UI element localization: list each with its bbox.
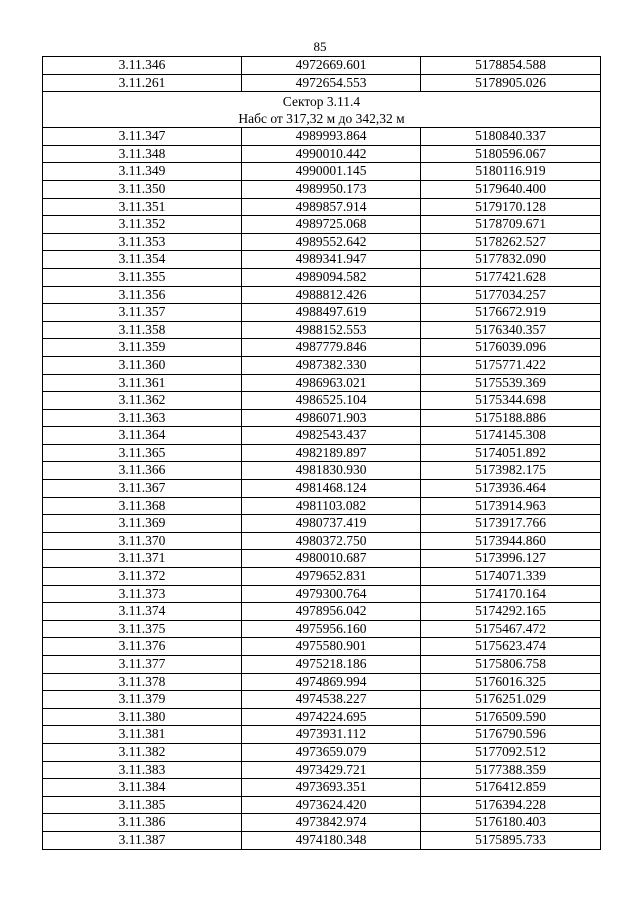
table-row: [43, 286, 601, 304]
point-id-cell: 3.11.367: [43, 480, 242, 498]
x-coordinate-cell: 4989993.864: [242, 128, 421, 146]
x-coordinate-cell: 4974224.695: [242, 708, 421, 726]
x-coordinate-cell: 4989094.582: [242, 268, 421, 286]
point-id-cell: 3.11.372: [43, 568, 242, 586]
table-row: [43, 726, 601, 744]
x-coordinate-cell: 4973693.351: [242, 779, 421, 797]
y-coordinate-cell: 5176394.228: [421, 796, 601, 814]
table-row: [43, 57, 601, 75]
y-coordinate-cell: 5175623.474: [421, 638, 601, 656]
y-coordinate-cell: 5175188.886: [421, 409, 601, 427]
table-row: [43, 673, 601, 691]
x-coordinate-cell: 4979300.764: [242, 585, 421, 603]
y-coordinate-cell: 5176790.596: [421, 726, 601, 744]
y-coordinate-cell: 5174170.164: [421, 585, 601, 603]
y-coordinate-cell: 5177388.359: [421, 761, 601, 779]
coordinates-table: [42, 56, 601, 850]
point-id-cell: 3.11.353: [43, 233, 242, 251]
x-coordinate-cell: 4987779.846: [242, 339, 421, 357]
x-coordinate-cell: 4974180.348: [242, 831, 421, 849]
table-row: [43, 74, 601, 92]
sector-header-row: [43, 92, 601, 128]
x-coordinate-cell: 4988152.553: [242, 321, 421, 339]
table-row: [43, 532, 601, 550]
table-row: [43, 321, 601, 339]
y-coordinate-cell: 5175539.369: [421, 374, 601, 392]
table-row: [43, 356, 601, 374]
table-row: [43, 796, 601, 814]
page-number: 85: [313, 39, 327, 54]
point-id-cell: 3.11.387: [43, 831, 242, 849]
y-coordinate-cell: 5173917.766: [421, 515, 601, 533]
x-coordinate-cell: 4986963.021: [242, 374, 421, 392]
sector-subtitle: Набс от 317,32 м до 342,32 м: [238, 110, 405, 126]
table-row: [43, 374, 601, 392]
point-id-cell: 3.11.381: [43, 726, 242, 744]
point-id-cell: 3.11.386: [43, 814, 242, 832]
point-id-cell: 3.11.362: [43, 392, 242, 410]
point-id-cell: 3.11.357: [43, 304, 242, 322]
x-coordinate-cell: 4988497.619: [242, 304, 421, 322]
y-coordinate-cell: 5176251.029: [421, 691, 601, 709]
x-coordinate-cell: 4981830.930: [242, 462, 421, 480]
table-row: [43, 251, 601, 269]
point-id-cell: 3.11.368: [43, 497, 242, 515]
table-row: [43, 180, 601, 198]
x-coordinate-cell: 4982189.897: [242, 444, 421, 462]
x-coordinate-cell: 4989341.947: [242, 251, 421, 269]
point-id-cell: 3.11.363: [43, 409, 242, 427]
x-coordinate-cell: 4990010.442: [242, 145, 421, 163]
x-coordinate-cell: 4974538.227: [242, 691, 421, 709]
table-row: [43, 656, 601, 674]
point-id-cell: 3.11.355: [43, 268, 242, 286]
x-coordinate-cell: 4972654.553: [242, 74, 421, 92]
x-coordinate-cell: 4986525.104: [242, 392, 421, 410]
y-coordinate-cell: 5178854.588: [421, 57, 601, 75]
y-coordinate-cell: 5179170.128: [421, 198, 601, 216]
table-row: [43, 145, 601, 163]
table-row: [43, 761, 601, 779]
x-coordinate-cell: 4987382.330: [242, 356, 421, 374]
x-coordinate-cell: 4990001.145: [242, 163, 421, 181]
y-coordinate-cell: 5175344.698: [421, 392, 601, 410]
y-coordinate-cell: 5178905.026: [421, 74, 601, 92]
y-coordinate-cell: 5179640.400: [421, 180, 601, 198]
point-id-cell: 3.11.352: [43, 216, 242, 234]
x-coordinate-cell: 4982543.437: [242, 427, 421, 445]
point-id-cell: 3.11.375: [43, 620, 242, 638]
y-coordinate-cell: 5174145.308: [421, 427, 601, 445]
table-row: [43, 568, 601, 586]
y-coordinate-cell: 5173914.963: [421, 497, 601, 515]
y-coordinate-cell: 5173944.860: [421, 532, 601, 550]
x-coordinate-cell: 4980737.419: [242, 515, 421, 533]
x-coordinate-cell: 4973842.974: [242, 814, 421, 832]
x-coordinate-cell: 4973624.420: [242, 796, 421, 814]
x-coordinate-cell: 4975218.186: [242, 656, 421, 674]
point-id-cell: 3.11.376: [43, 638, 242, 656]
point-id-cell: 3.11.359: [43, 339, 242, 357]
point-id-cell: 3.11.350: [43, 180, 242, 198]
y-coordinate-cell: 5177092.512: [421, 743, 601, 761]
y-coordinate-cell: 5177034.257: [421, 286, 601, 304]
sector-header: [43, 92, 601, 128]
table-row: [43, 708, 601, 726]
y-coordinate-cell: 5174071.339: [421, 568, 601, 586]
y-coordinate-cell: 5180840.337: [421, 128, 601, 146]
table-row: [43, 233, 601, 251]
point-id-cell: 3.11.374: [43, 603, 242, 621]
x-coordinate-cell: 4972669.601: [242, 57, 421, 75]
point-id-cell: 3.11.378: [43, 673, 242, 691]
y-coordinate-cell: 5173936.464: [421, 480, 601, 498]
table-row: [43, 638, 601, 656]
point-id-cell: 3.11.347: [43, 128, 242, 146]
y-coordinate-cell: 5175771.422: [421, 356, 601, 374]
x-coordinate-cell: 4973429.721: [242, 761, 421, 779]
point-id-cell: 3.11.369: [43, 515, 242, 533]
x-coordinate-cell: 4980010.687: [242, 550, 421, 568]
sector-title: Сектор 3.11.4: [282, 93, 361, 109]
table-row: [43, 814, 601, 832]
table-row: [43, 427, 601, 445]
x-coordinate-cell: 4975580.901: [242, 638, 421, 656]
table-row: [43, 444, 601, 462]
y-coordinate-cell: 5176039.096: [421, 339, 601, 357]
y-coordinate-cell: 5176180.403: [421, 814, 601, 832]
table-row: [43, 216, 601, 234]
y-coordinate-cell: 5176412.859: [421, 779, 601, 797]
point-id-cell: 3.11.366: [43, 462, 242, 480]
point-id-cell: 3.11.365: [43, 444, 242, 462]
y-coordinate-cell: 5178709.671: [421, 216, 601, 234]
table-row: [43, 339, 601, 357]
table-row: [43, 550, 601, 568]
sector-header-group: [43, 92, 601, 128]
point-id-cell: 3.11.351: [43, 198, 242, 216]
table-row: [43, 585, 601, 603]
x-coordinate-cell: 4973931.112: [242, 726, 421, 744]
y-coordinate-cell: 5174292.165: [421, 603, 601, 621]
x-coordinate-cell: 4989950.173: [242, 180, 421, 198]
table-row: [43, 603, 601, 621]
x-coordinate-cell: 4989857.914: [242, 198, 421, 216]
point-id-cell: 3.11.356: [43, 286, 242, 304]
x-coordinate-cell: 4978956.042: [242, 603, 421, 621]
table-row: [43, 691, 601, 709]
point-id-cell: 3.11.361: [43, 374, 242, 392]
y-coordinate-cell: 5180116.919: [421, 163, 601, 181]
point-id-cell: 3.11.377: [43, 656, 242, 674]
y-coordinate-cell: 5176672.919: [421, 304, 601, 322]
x-coordinate-cell: 4988812.426: [242, 286, 421, 304]
table-row: [43, 743, 601, 761]
rows-before-sector: [43, 57, 601, 92]
table-row: [43, 198, 601, 216]
table-row: [43, 480, 601, 498]
table-row: [43, 163, 601, 181]
y-coordinate-cell: 5173996.127: [421, 550, 601, 568]
point-id-cell: 3.11.370: [43, 532, 242, 550]
point-id-cell: 3.11.358: [43, 321, 242, 339]
table-row: [43, 620, 601, 638]
table-row: [43, 831, 601, 849]
point-id-cell: 3.11.384: [43, 779, 242, 797]
x-coordinate-cell: 4980372.750: [242, 532, 421, 550]
x-coordinate-cell: 4986071.903: [242, 409, 421, 427]
y-coordinate-cell: 5174051.892: [421, 444, 601, 462]
x-coordinate-cell: 4973659.079: [242, 743, 421, 761]
x-coordinate-cell: 4981103.082: [242, 497, 421, 515]
x-coordinate-cell: 4975956.160: [242, 620, 421, 638]
x-coordinate-cell: 4979652.831: [242, 568, 421, 586]
rows-after-sector: [43, 128, 601, 849]
x-coordinate-cell: 4974869.994: [242, 673, 421, 691]
table-row: [43, 128, 601, 146]
point-id-cell: 3.11.360: [43, 356, 242, 374]
point-id-cell: 3.11.354: [43, 251, 242, 269]
table-row: [43, 497, 601, 515]
point-id-cell: 3.11.371: [43, 550, 242, 568]
table-row: [43, 462, 601, 480]
point-id-cell: 3.11.261: [43, 74, 242, 92]
y-coordinate-cell: 5177421.628: [421, 268, 601, 286]
point-id-cell: 3.11.349: [43, 163, 242, 181]
y-coordinate-cell: 5175806.758: [421, 656, 601, 674]
table-row: [43, 779, 601, 797]
table-row: [43, 268, 601, 286]
point-id-cell: 3.11.364: [43, 427, 242, 445]
point-id-cell: 3.11.380: [43, 708, 242, 726]
y-coordinate-cell: 5177832.090: [421, 251, 601, 269]
table-row: [43, 409, 601, 427]
y-coordinate-cell: 5176509.590: [421, 708, 601, 726]
point-id-cell: 3.11.382: [43, 743, 242, 761]
table-row: [43, 515, 601, 533]
point-id-cell: 3.11.348: [43, 145, 242, 163]
y-coordinate-cell: 5173982.175: [421, 462, 601, 480]
y-coordinate-cell: 5178262.527: [421, 233, 601, 251]
point-id-cell: 3.11.383: [43, 761, 242, 779]
x-coordinate-cell: 4981468.124: [242, 480, 421, 498]
y-coordinate-cell: 5175895.733: [421, 831, 601, 849]
y-coordinate-cell: 5180596.067: [421, 145, 601, 163]
point-id-cell: 3.11.379: [43, 691, 242, 709]
table-row: [43, 392, 601, 410]
x-coordinate-cell: 4989725.068: [242, 216, 421, 234]
y-coordinate-cell: 5175467.472: [421, 620, 601, 638]
y-coordinate-cell: 5176016.325: [421, 673, 601, 691]
x-coordinate-cell: 4989552.642: [242, 233, 421, 251]
point-id-cell: 3.11.373: [43, 585, 242, 603]
table-row: [43, 304, 601, 322]
point-id-cell: 3.11.346: [43, 57, 242, 75]
y-coordinate-cell: 5176340.357: [421, 321, 601, 339]
point-id-cell: 3.11.385: [43, 796, 242, 814]
